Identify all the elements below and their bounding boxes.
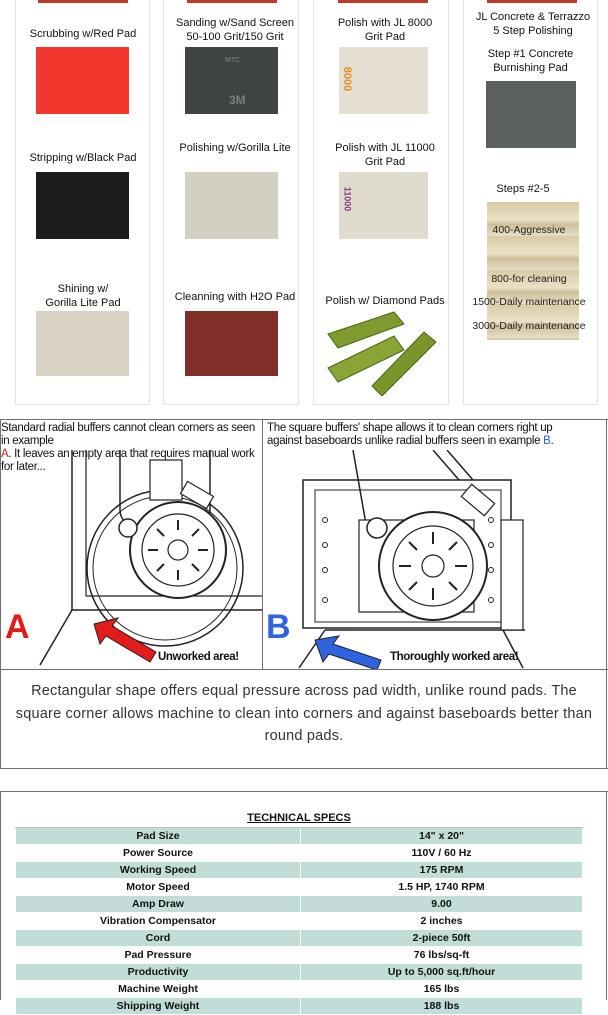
pad-caption-h2o: Cleanning with H2O Pad bbox=[174, 291, 296, 303]
pad-caption-shining: Shining w/ Gorilla Lite Pad bbox=[45, 283, 121, 309]
technical-specs-table bbox=[15, 808, 583, 1015]
table-row bbox=[16, 845, 583, 862]
spec-value: 2 inches bbox=[301, 913, 583, 930]
gorilla-lite-pad-image bbox=[185, 172, 278, 239]
step1-caption: Step #1 Concrete Burnishing Pad bbox=[487, 48, 574, 74]
jl8000-pad-image bbox=[339, 47, 428, 114]
table-row bbox=[16, 896, 583, 913]
column-top-accent bbox=[487, 0, 577, 3]
spec-value: 110V / 60 Hz bbox=[301, 845, 583, 862]
column-top-accent bbox=[187, 0, 277, 3]
step-3000: 3000-Daily maintenance bbox=[472, 320, 586, 332]
step-400: 400-Aggressive bbox=[492, 224, 566, 236]
spec-value: 1.5 HP, 1740 RPM bbox=[301, 879, 583, 896]
spec-value: 175 RPM bbox=[301, 862, 583, 879]
section-border bbox=[0, 791, 1, 1000]
black-pad-image bbox=[36, 172, 129, 239]
section-divider bbox=[0, 768, 608, 769]
pad-gallery bbox=[0, 0, 608, 420]
example-b-label: B bbox=[266, 608, 291, 646]
pad-caption-jl11000: Polish with JL 11000 Grit Pad bbox=[335, 142, 435, 168]
table-row bbox=[16, 862, 583, 879]
shape-description: Rectangular shape offers equal pressure across pad width, unlike round pads. The square corner allows machine to clean into corners and against baseboards better than round pads. bbox=[15, 683, 593, 744]
jl8000-pad-mark: 8000 bbox=[341, 66, 354, 92]
pad-caption-polishing-gorilla: Polishing w/Gorilla Lite bbox=[179, 142, 291, 154]
worked-area-label: Thoroughly worked area! bbox=[390, 651, 519, 663]
square-buffer-diagram bbox=[263, 450, 533, 670]
sand-screen-brand-mark: 3M bbox=[229, 93, 246, 107]
square-buffer-caption bbox=[267, 422, 607, 448]
spec-label: Working Speed bbox=[16, 862, 301, 879]
column-top-accent bbox=[38, 0, 128, 3]
spec-value: 76 lbs/sq-ft bbox=[301, 947, 583, 964]
radial-caption-line1: Standard radial buffers cannot clean corners as seen in example bbox=[1, 422, 255, 447]
square-caption-line1: The square buffers' shape allows it to clean corners right up bbox=[267, 422, 553, 434]
steps-2-5-caption: Steps #2-5 bbox=[496, 183, 550, 195]
jl11000-pad-image bbox=[339, 172, 428, 239]
spec-value: 9.00 bbox=[301, 896, 583, 913]
jl11000-pad-mark: 11000 bbox=[342, 186, 353, 212]
table-row bbox=[16, 913, 583, 930]
spec-value: 14" x 20" bbox=[301, 828, 583, 845]
square-caption-ref: B bbox=[543, 435, 551, 447]
pad-caption-scrubbing: Scrubbing w/Red Pad bbox=[29, 28, 137, 40]
red-pad-image bbox=[36, 47, 129, 114]
spec-label: Shipping Weight bbox=[16, 998, 301, 1015]
pad-caption-stripping: Stripping w/Black Pad bbox=[29, 152, 137, 164]
table-row bbox=[16, 998, 583, 1015]
example-a-label: A bbox=[5, 608, 30, 646]
section-divider bbox=[0, 791, 608, 792]
spec-label: Vibration Compensator bbox=[16, 913, 301, 930]
square-caption-line2: against baseboards unlike radial buffers seen in example bbox=[267, 435, 544, 447]
spec-value: 165 lbs bbox=[301, 981, 583, 998]
spec-label: Cord bbox=[16, 930, 301, 947]
table-row bbox=[16, 879, 583, 896]
spec-label: Machine Weight bbox=[16, 981, 301, 998]
specs-title: TECHNICAL SPECS bbox=[16, 809, 583, 828]
gorilla-lite-pad-image bbox=[36, 311, 129, 376]
section-border bbox=[606, 419, 607, 769]
spec-label: Amp Draw bbox=[16, 896, 301, 913]
radial-caption-line2: . It leaves an empty area that requires manual work for later... bbox=[1, 448, 255, 473]
sand-screen-small-mark: MTC bbox=[225, 57, 241, 64]
polishing-system-title: JL Concrete & Terrazzo 5 Step Polishing bbox=[475, 11, 591, 37]
spec-label: Power Source bbox=[16, 845, 301, 862]
burnishing-pad-image bbox=[486, 81, 576, 148]
spec-label: Pad Pressure bbox=[16, 947, 301, 964]
table-row bbox=[16, 981, 583, 998]
table-row bbox=[16, 964, 583, 981]
spec-value: 188 lbs bbox=[301, 998, 583, 1015]
column-top-accent bbox=[338, 0, 428, 3]
h2o-pad-image bbox=[185, 311, 278, 376]
spec-value: Up to 5,000 sq.ft/hour bbox=[301, 964, 583, 981]
diamond-pads-image bbox=[324, 310, 444, 396]
step-1500: 1500-Daily maintenance bbox=[472, 296, 586, 308]
section-divider bbox=[0, 419, 608, 420]
section-divider bbox=[0, 669, 608, 670]
unworked-area-label: Unworked area! bbox=[158, 651, 239, 663]
specs-header-row bbox=[16, 809, 583, 828]
pad-caption-diamond: Polish w/ Diamond Pads bbox=[325, 295, 445, 307]
radial-buffer-diagram bbox=[0, 450, 262, 670]
table-row bbox=[16, 828, 583, 845]
table-row bbox=[16, 930, 583, 947]
spec-value: 2-piece 50ft bbox=[301, 930, 583, 947]
spec-label: Motor Speed bbox=[16, 879, 301, 896]
spec-label: Pad Size bbox=[16, 828, 301, 845]
spec-label: Productivity bbox=[16, 964, 301, 981]
sand-screen-pad-image bbox=[185, 47, 278, 114]
pad-caption-jl8000: Polish with JL 8000 Grit Pad bbox=[337, 17, 433, 43]
section-border bbox=[606, 791, 607, 1000]
table-row bbox=[16, 947, 583, 964]
step-800: 800-for cleaning bbox=[491, 273, 567, 285]
pad-caption-sanding: Sanding w/Sand Screen 50-100 Grit/150 Grit bbox=[175, 17, 295, 43]
radial-caption-ref: A bbox=[1, 448, 9, 460]
square-caption-end: . bbox=[550, 435, 554, 447]
